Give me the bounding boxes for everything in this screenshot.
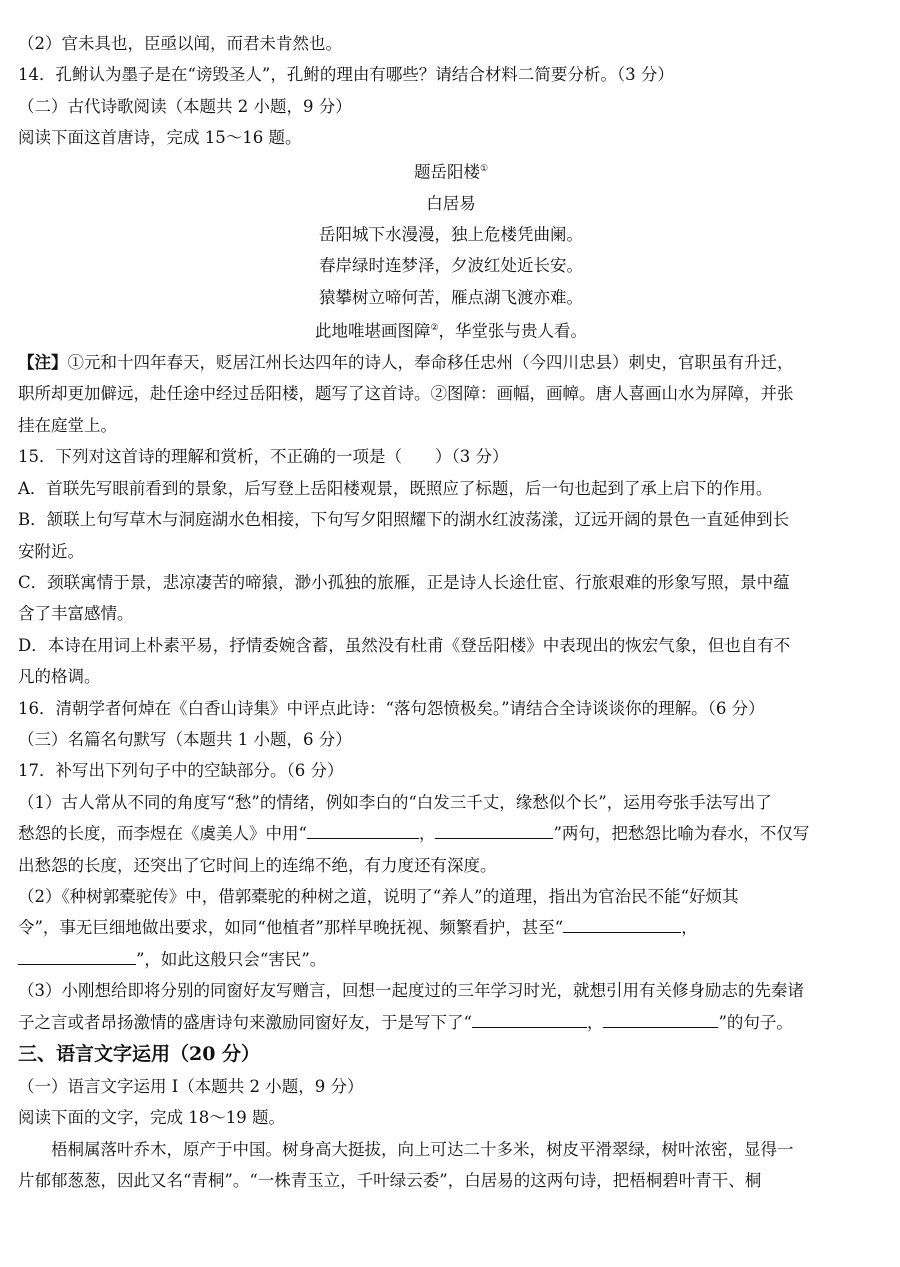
poem-verse: 猿攀树立啼何苦，雁点湖飞渡亦难。 [319, 287, 583, 307]
text-part: 子之言或者昂扬激情的盛唐诗句来激励同窗好友，于是写下了“ [18, 1012, 472, 1032]
text-part: ， [418, 824, 436, 844]
subsection-heading: （一）语言文字运用 I（本题共 2 小题，9 分） [18, 1077, 364, 1096]
poem-verse-part: 此地唯堪画图障 [314, 321, 431, 341]
question-17: 17．补写出下列句子中的空缺部分。（6 分） [18, 761, 344, 781]
fill-blank[interactable] [472, 1010, 587, 1028]
option-d: 凡的格调。 [18, 667, 101, 687]
option-b: 安附近。 [18, 541, 84, 561]
option-c: 含了丰富感情。 [18, 604, 134, 624]
poem-verse-part: ，华堂张与贵人看。 [438, 321, 588, 341]
text-part: 愁怨的长度，而李煜在《虞美人》中用“ [18, 824, 307, 844]
poem-note [18, 347, 884, 378]
poem-title [18, 154, 884, 188]
note-label: 【注】 [18, 353, 68, 373]
footnote-marker: ② [430, 323, 439, 334]
poem-verse [18, 313, 884, 347]
q17-item-3: （3）小刚想给即将分别的同窗好友写赠言，回想一起度过的三年学习时光，就想引用有关修身励志的先秦诸 [18, 981, 804, 1001]
poem-author: 白居易 [426, 193, 476, 213]
question-16: 16．清朝学者何焯在《白香山诗集》中评点此诗：“落句怨愤极矣。”请结合全诗谈谈你的理解。（6 分） [18, 698, 765, 718]
q17-item-2 [18, 944, 884, 975]
fill-blank[interactable] [603, 1010, 718, 1028]
question-14: 14．孔鲋认为墨子是在“谤毁圣人”，孔鲋的理由有哪些？请结合材料二简要分析。（3 分） [18, 65, 674, 85]
section-heading-recitation: （三）名篇名句默写（本题共 1 小题，6 分） [18, 729, 352, 749]
passage-text: 片郁郁葱葱，因此又名“青桐”。“一株青玉立，千叶绿云委”，白居易的这两句诗，把梧桐碧叶青干、桐 [18, 1171, 762, 1191]
text-part: ”两句，把愁怨比喻为春水，不仅写 [553, 824, 810, 844]
text-part: ， [681, 918, 698, 938]
section-heading-poetry: （二）古代诗歌阅读（本题共 2 小题，9 分） [18, 96, 352, 116]
instruction-18-19: 阅读下面的文字，完成 18～19 题。 [18, 1108, 285, 1128]
option-c: C．颈联寓情于景，悲凉凄苦的啼猿，渺小孤独的旅雁，正是诗人长途仕宦、行旅艰难的形象写照，景中蕴 [18, 572, 790, 592]
poem-note: 挂在庭堂上。 [18, 415, 117, 435]
text-part: ”，如此这般只会“害民”。 [136, 949, 327, 969]
poem-verse: 春岸绿时连梦泽，夕波红处近长安。 [319, 256, 583, 276]
section-heading-language: 三、语言文字运用（20 分） [18, 1043, 261, 1065]
fill-blank[interactable] [563, 916, 681, 934]
poem-title-text: 题岳阳楼 [413, 162, 480, 182]
text-part: ， [586, 1012, 604, 1032]
option-a: A．首联先写眼前看到的景象，后写登上岳阳楼观景，既照应了标题，后一句也起到了承上启下的作用。 [18, 478, 773, 498]
fill-blank[interactable] [307, 822, 419, 840]
fill-blank[interactable] [435, 822, 553, 840]
text-line: （2）官未具也，臣亟以闻，而君未肯然也。 [18, 34, 342, 53]
passage-text: 梧桐属落叶乔木，原产于中国。树身高大挺拔，向上可达二十多米，树皮平滑翠绿，树叶浓密，显得一 [51, 1139, 794, 1159]
q17-item-1: 出愁怨的长度，还突出了它时间上的连绵不绝，有力度还有深度。 [18, 855, 497, 875]
option-d: D．本诗在用词上朴素平易，抒情委婉含蓄，虽然没有杜甫《登岳阳楼》中表现出的恢宏气象，但也自有不 [18, 635, 791, 655]
q17-item-2: （2）《种树郭橐驼传》中，借郭橐驼的种树之道，说明了“养人”的道理，指出为官治民不能“好烦其 [18, 886, 739, 906]
exam-page [18, 28, 884, 1197]
poem-note: 职所却更加僻远，赴任途中经过岳阳楼，题写了这首诗。②图障：画幅，画幛。唐人喜画山水为屏障，并张 [18, 384, 794, 404]
poem-verse: 岳阳城下水漫漫，独上危楼凭曲阑。 [319, 224, 583, 244]
question-15: 15．下列对这首诗的理解和赏析，不正确的一项是（ ）（3 分） [18, 447, 509, 467]
q17-item-2 [18, 912, 884, 943]
q17-item-3 [18, 1007, 884, 1038]
text-part: ”的句子。 [718, 1012, 793, 1032]
q17-item-1 [18, 818, 884, 849]
text-part: 令”，事无巨细地做出要求，如同“他植者”那样早晚抚视、频繁看护，甚至“ [18, 918, 564, 938]
option-b: B．颔联上句写草木与洞庭湖水色相接，下句写夕阳照耀下的湖水红波荡漾，辽远开阔的景色一直延伸到长 [18, 510, 790, 530]
instruction-15-16: 阅读下面这首唐诗，完成 15～16 题。 [18, 128, 302, 148]
q17-item-1: （1）古人常从不同的角度写“愁”的情绪，例如李白的“白发三千丈，缘愁似个长”，运用夸张手法写出了 [18, 792, 772, 812]
footnote-marker: ① [479, 163, 489, 174]
fill-blank[interactable] [18, 947, 136, 965]
note-text: ①元和十四年春天，贬居江州长达四年的诗人，奉命移任忠州（今四川忠县）刺史，官职虽有升迁， [67, 353, 794, 373]
